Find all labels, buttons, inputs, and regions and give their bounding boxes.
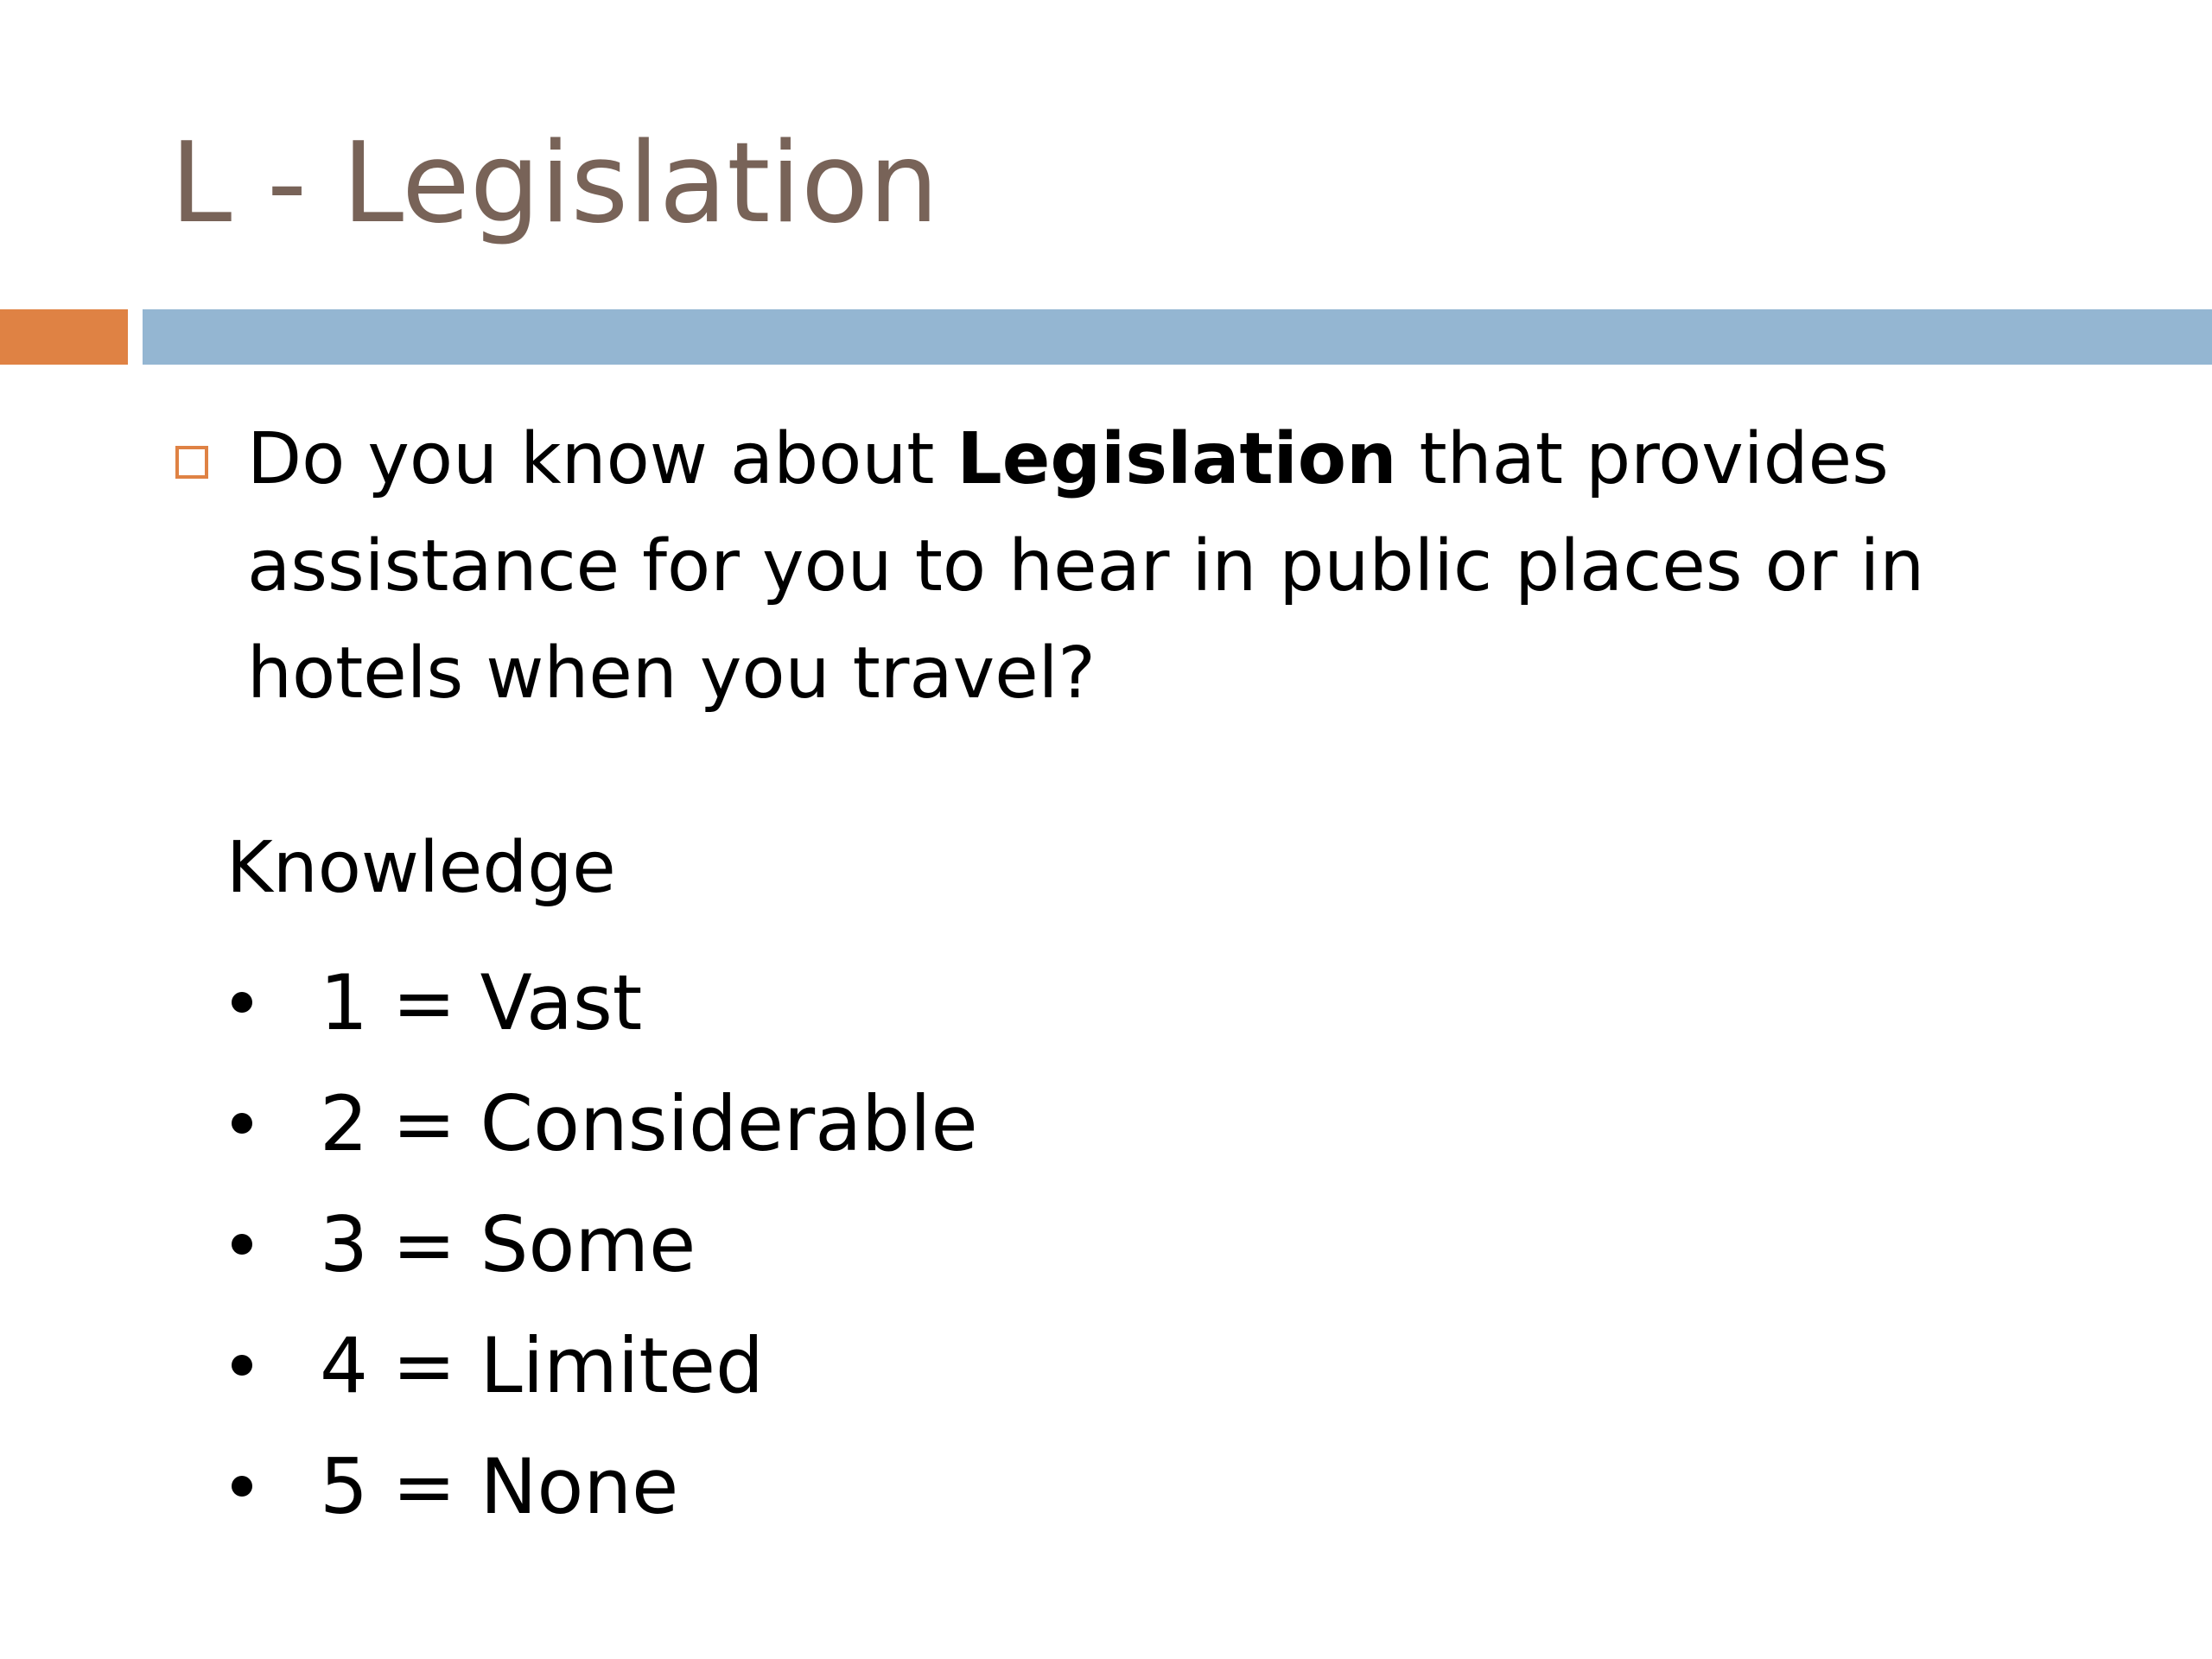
scale-item-label: 5 = None [320,1441,679,1531]
round-bullet-icon [232,1476,252,1497]
scale-item-label: 2 = Considerable [320,1078,978,1168]
question-text-before: Do you know about [247,418,957,500]
round-bullet-icon [232,1355,252,1376]
scale-item [226,942,978,1063]
scale-item [226,1426,978,1547]
scale-item-label: 4 = Limited [320,1320,764,1410]
scale-item-label: 3 = Some [320,1199,696,1289]
question-text-after: that provides assistance for you to hear in public places or in hotels when you travel? [247,418,1925,715]
question-text [247,406,1975,728]
scale-item-label: 1 = Vast [320,957,643,1047]
title-accent-bar-orange [0,309,128,365]
knowledge-scale-list [226,942,978,1547]
scale-item [226,1063,978,1184]
round-bullet-icon [232,1234,252,1255]
round-bullet-icon [232,992,252,1013]
scale-heading: Knowledge [226,827,616,909]
scale-item [226,1305,978,1426]
round-bullet-icon [232,1113,252,1134]
hollow-square-bullet-icon [175,446,208,479]
scale-item [226,1184,978,1305]
slide-title: L - Legislation [170,119,939,248]
question-emphasis: Legislation [957,418,1397,500]
title-accent-bar-blue [143,309,2212,365]
